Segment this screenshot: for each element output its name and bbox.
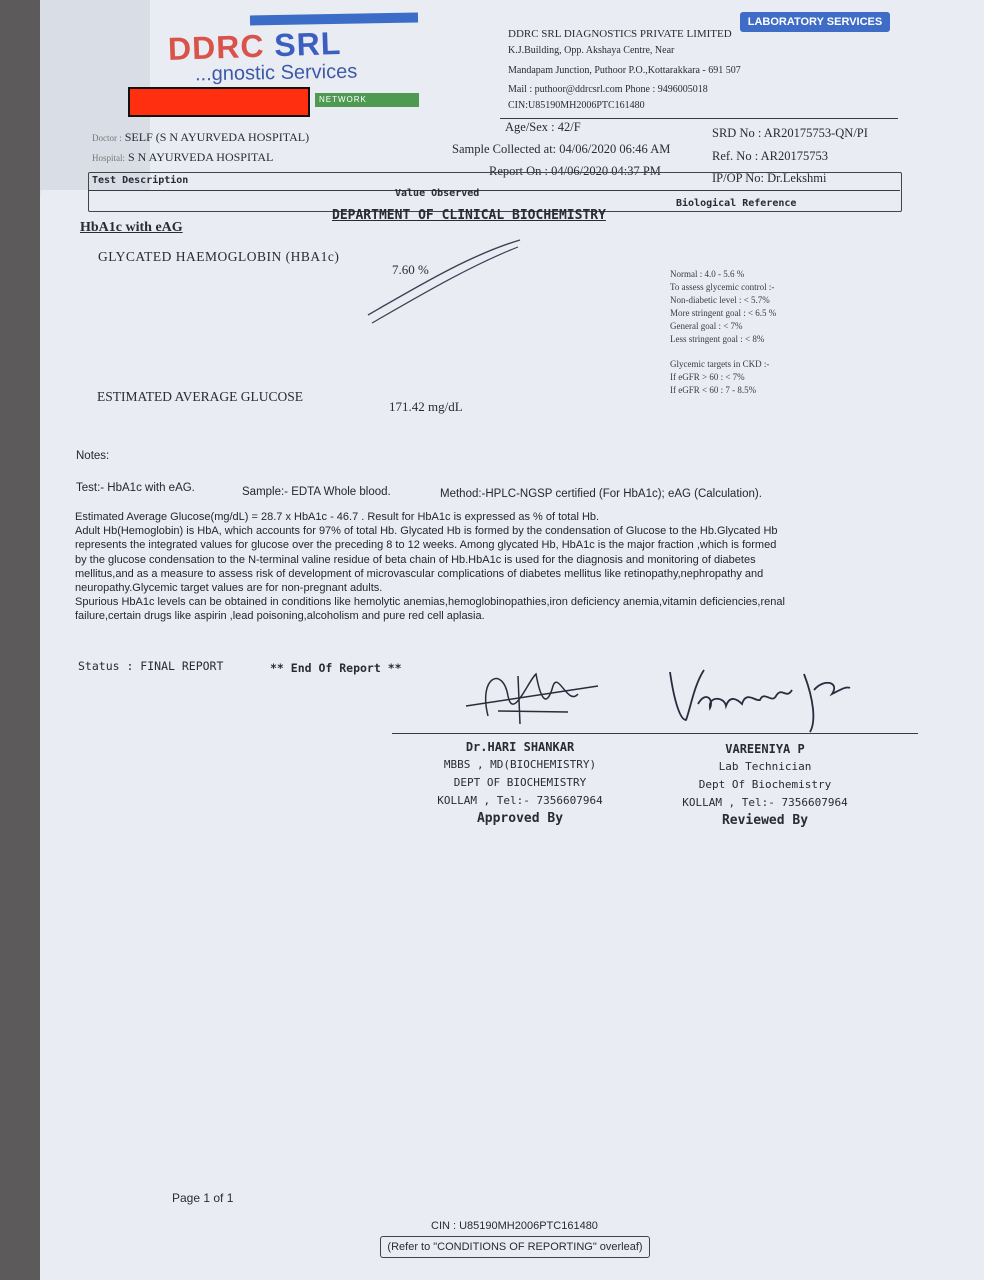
ref-line: To assess glycemic control :- bbox=[670, 282, 775, 292]
lab-services-badge: LABORATORY SERVICES bbox=[740, 12, 890, 32]
ref-line: Normal : 4.0 - 5.6 % bbox=[670, 269, 745, 279]
reviewer-contact: KOLLAM , Tel:- 7356607964 bbox=[682, 796, 848, 809]
end-of-report: ** End Of Report ** bbox=[270, 661, 402, 675]
para-line: neuropathy.Glycemic target values are for non-pregnant adults. bbox=[75, 582, 383, 595]
ref-no: Ref. No : AR20175753 bbox=[712, 149, 828, 163]
reviewer-role: Reviewed By bbox=[721, 813, 809, 828]
footer-cin: CIN : U85190MH2006PTC161480 bbox=[431, 1220, 598, 1232]
signature-approver bbox=[458, 666, 608, 728]
brand-srl: SRL bbox=[273, 24, 342, 64]
age-sex: Age/Sex : 42/F bbox=[505, 120, 581, 134]
company-address-2: Mandapam Junction, Puthoor P.O.,Kottarakkara - 691 507 bbox=[508, 65, 741, 76]
doctor-value: SELF (S N AYURVEDA HOSPITAL) bbox=[124, 130, 310, 144]
para-line: mellitus,and as a measure to assess risk of development of microvascular complications of diabetes mellitus like retinopathy,nephropathy and bbox=[75, 567, 764, 580]
para-line: by the glucose condensation to the N-terminal valine residue of beta chain of Hb.HbA1c is used for the diagnosis and monitoring of diabetes bbox=[75, 553, 756, 566]
ckd-line: If eGFR < 60 : 7 - 8.5% bbox=[670, 385, 757, 395]
reference-ranges bbox=[670, 268, 776, 346]
srd-no: SRD No : AR20175753-QN/PI bbox=[712, 126, 868, 140]
brand-network-tag: NETWORK bbox=[315, 93, 419, 107]
footer-conditions-note: (Refer to "CONDITIONS OF REPORTING" overleaf) bbox=[380, 1236, 650, 1258]
hospital-label: Hospital: bbox=[92, 153, 125, 163]
hospital-row bbox=[92, 150, 273, 165]
table-header-divider bbox=[88, 190, 900, 191]
ipop-no: IP/OP No: Dr.Lekshmi bbox=[712, 171, 827, 185]
result-value-hba1c: 7.60 % bbox=[392, 262, 429, 277]
result-value-eag: 171.42 mg/dL bbox=[389, 399, 463, 414]
approver-dept: DEPT OF BIOCHEMISTRY bbox=[453, 776, 587, 789]
reviewer-name: VAREENIYA P bbox=[725, 742, 805, 756]
signatory-reviewer bbox=[665, 740, 865, 830]
notes-test: Test:- HbA1c with eAG. bbox=[76, 482, 195, 494]
ref-line: More stringent goal : < 6.5 % bbox=[670, 308, 777, 318]
col-value-observed: Value Observed bbox=[395, 188, 480, 199]
signature-reviewer bbox=[664, 660, 854, 735]
para-line: Spurious HbA1c levels can be obtained in conditions like hemolytic anemias,hemoglobinopathies,iron deficiency anemia,vitamin deficiencies,renal bbox=[75, 596, 785, 609]
hospital-value: S N AYURVEDA HOSPITAL bbox=[128, 150, 274, 164]
ref-line: General goal : < 7% bbox=[670, 321, 743, 331]
signatory-approver bbox=[420, 738, 620, 828]
ckd-targets bbox=[670, 358, 769, 397]
approver-role: Approved By bbox=[476, 811, 564, 826]
ckd-line: If eGFR > 60 : < 7% bbox=[670, 372, 745, 382]
signature-rule bbox=[392, 733, 918, 734]
approver-name: Dr.HARI SHANKAR bbox=[465, 740, 575, 754]
ref-line: Non-diabetic level : < 5.7% bbox=[670, 295, 770, 305]
header-divider bbox=[500, 118, 898, 119]
report-on: Report On : 04/06/2020 04:37 PM bbox=[489, 164, 661, 178]
notes-label: Notes: bbox=[76, 450, 110, 462]
notes-paragraph bbox=[75, 510, 865, 624]
brand-ddrc: DDRC bbox=[167, 27, 266, 68]
pen-strike-mark bbox=[360, 235, 530, 335]
col-biological-reference: Biological Reference bbox=[676, 198, 797, 209]
ckd-line: Glycemic targets in CKD :- bbox=[670, 359, 770, 369]
approver-contact: KOLLAM , Tel:- 7356607964 bbox=[437, 794, 603, 807]
notes-sample: Sample:- EDTA Whole blood. bbox=[242, 486, 391, 498]
page-number: Page 1 of 1 bbox=[172, 1191, 234, 1205]
para-line: failure,certain drugs like aspirin ,lead poisoning,alcoholism and pure red cell aplasia. bbox=[75, 610, 485, 623]
para-line: Estimated Average Glucose(mg/dL) = 28.7 x HbA1c - 46.7 . Result for HbA1c is expressed as % of total Hb. bbox=[75, 511, 600, 523]
company-address-1: K.J.Building, Opp. Akshaya Centre, Near bbox=[508, 45, 675, 56]
reviewer-dept: Dept Of Biochemistry bbox=[698, 778, 832, 791]
result-name-hba1c: GLYCATED HAEMOGLOBIN (HBA1c) bbox=[98, 249, 340, 264]
notes-method: Method:-HPLC-NGSP certified (For HbA1c); eAG (Calculation). bbox=[440, 488, 762, 500]
test-title: HbA1c with eAG bbox=[80, 220, 183, 235]
company-contact: Mail : puthoor@ddrcsrl.com Phone : 9496005018 bbox=[508, 84, 708, 95]
report-status: Status : FINAL REPORT bbox=[78, 659, 224, 673]
company-cin: CIN:U85190MH2006PTC161480 bbox=[508, 100, 645, 111]
approver-qualification: MBBS , MD(BIOCHEMISTRY) bbox=[443, 758, 597, 771]
reviewer-role-title: Lab Technician bbox=[718, 760, 812, 773]
doctor-row bbox=[92, 130, 309, 145]
sample-collected: Sample Collected at: 04/06/2020 06:46 AM bbox=[452, 142, 671, 156]
doctor-label: Doctor : bbox=[92, 133, 122, 143]
para-line: represents the integrated values for glucose over the preceding 8 to 12 weeks. Among glycated Hb, HbA1c is the major fraction ,which is formed bbox=[75, 539, 777, 552]
redacted-box bbox=[128, 87, 310, 117]
department-title: DEPARTMENT OF CLINICAL BIOCHEMISTRY bbox=[332, 208, 606, 223]
para-line: Adult Hb(Hemoglobin) is HbA, which accounts for 97% of total Hb. Glycated Hb is formed by the condensation of Glucose to the Hb.Glycated Hb bbox=[75, 525, 778, 538]
company-name: DDRC SRL DIAGNOSTICS PRIVATE LIMITED bbox=[508, 28, 732, 40]
result-name-eag: ESTIMATED AVERAGE GLUCOSE bbox=[97, 389, 304, 404]
ref-line: Less stringent goal : < 8% bbox=[670, 334, 765, 344]
brand-subtitle: ...gnostic Services bbox=[194, 60, 358, 86]
col-test-description: Test Description bbox=[92, 175, 189, 186]
